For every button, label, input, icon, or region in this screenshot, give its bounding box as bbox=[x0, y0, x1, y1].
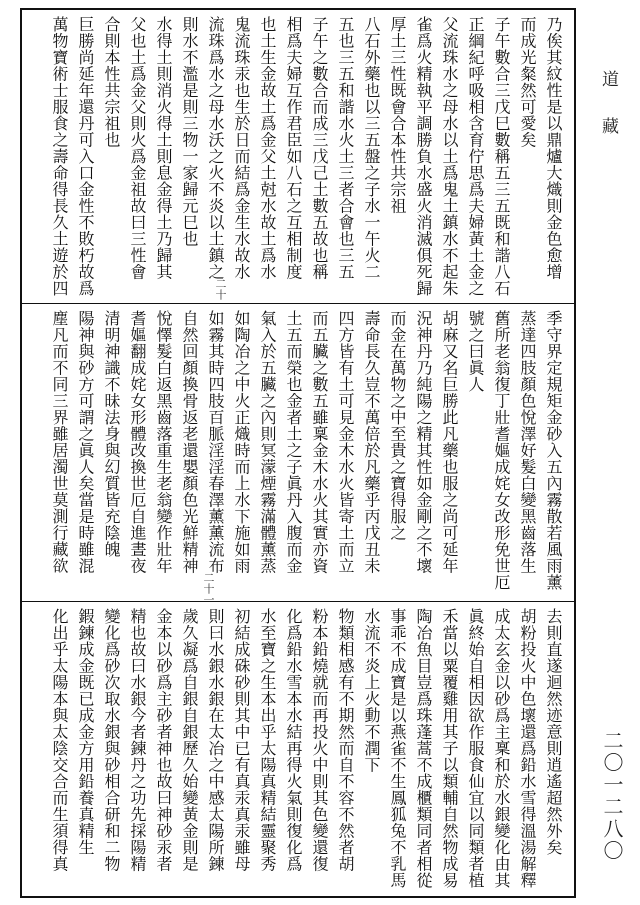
text-column: 八石外藥也以三五盤之子水一午火二 bbox=[362, 16, 381, 280]
text-column: 土五而榮也金者土之子眞丹入腹而金 bbox=[284, 310, 303, 574]
text-column: 去則直遂迴然迹意則逍遙超然外矣 bbox=[544, 608, 563, 856]
text-column: 如霧其時四肢百脈淫淫春澤薰薰流布 bbox=[206, 310, 225, 574]
text-column: 父也土爲金父則火爲金祖故曰三性會 bbox=[128, 16, 147, 280]
text-column: 如陶冶之中火正熾時而上水下施如雨 bbox=[232, 310, 251, 574]
text-column: 子午數合三戊巳數稱五三五既和諧八石 bbox=[492, 16, 511, 297]
text-column: 四方皆有土可見金木水火皆寄土而立 bbox=[336, 310, 355, 574]
text-column: 乃俟其紋性是以鼎爐大熾則金色愈增 bbox=[544, 16, 563, 280]
text-column: 鍜鍊成金既已成金方用鉛養真精生 bbox=[76, 608, 95, 856]
side-title: 道藏 bbox=[598, 70, 618, 164]
page-frame bbox=[20, 8, 576, 898]
text-column: 金本以砂爲主砂者神也故曰神砂汞者 bbox=[154, 608, 173, 872]
text-column: 粉本鉛燒就而再投火中則其色變還復 bbox=[310, 608, 329, 872]
text-column: 鬼流珠汞也生於日而結爲金生水故水 bbox=[232, 16, 251, 280]
text-column: 物類相感有不期然而自不容不然者胡 bbox=[336, 608, 355, 872]
text-column: 耆嫗翻成姹女形體改換世厄自進晝夜 bbox=[128, 310, 147, 574]
text-column: 水得土則消火得土則息金得土乃歸其 bbox=[154, 16, 173, 280]
text-panel-middle bbox=[22, 304, 574, 602]
text-column: 化出乎太陽本與太陰交合而生須得真 bbox=[50, 608, 69, 872]
text-column: 雀爲火精執平調勝負水盛火消滅俱死歸 bbox=[414, 16, 433, 297]
text-column: 壽命長久豈不萬倍於凡藥乎丙戊丑未 bbox=[362, 310, 381, 574]
text-column: 悅懌髮白返黑齒落重生老翁變作壯年 bbox=[154, 310, 173, 574]
text-column: 流珠爲水之母水沃之火不炎以土鎮之 bbox=[206, 16, 225, 280]
text-column: 厚土三性既會合本性共宗祖 bbox=[388, 16, 407, 214]
text-column: 巨勝尚延年還丹可入口金性不敗朽故爲 bbox=[76, 16, 95, 297]
column-group-top bbox=[30, 16, 566, 299]
text-column: 水流不炎上火動不潤下 bbox=[362, 608, 381, 773]
text-column: 五也三五和諧水火土三者合會也三五 bbox=[336, 16, 355, 280]
text-column: 號之曰眞人 bbox=[466, 310, 485, 393]
text-column: 精也故曰水銀今者鍊丹之功先採陽精 bbox=[128, 608, 147, 872]
text-column: 氣入於五臟之內則冥濛煙霧滿體薰蒸 bbox=[258, 310, 277, 574]
text-column: 成太玄金以砂爲主稟和於水銀變化由其 bbox=[492, 608, 511, 889]
text-column: 自然回顏換骨返老還嬰顏色光鮮精神 bbox=[180, 310, 199, 574]
text-column: 蒸達四肢顏色悅澤好髮白變黑齒落生 bbox=[518, 310, 537, 574]
column-group-bottom bbox=[30, 608, 566, 892]
text-column: 正綱紀呼吸相含育佇思爲夫婦黃土金之 bbox=[466, 16, 485, 297]
text-column: 事乖不成寶是以燕雀不生鳳狐兔不乳馬 bbox=[388, 608, 407, 889]
text-column: 變化爲砂次取水銀與砂相合研和二物 bbox=[102, 608, 121, 872]
text-column: 季守界定規矩金砂入五內霧散若風雨薰 bbox=[544, 310, 563, 591]
text-panel-top bbox=[22, 10, 574, 304]
column-group-middle bbox=[30, 310, 566, 597]
panel-marker-top: 二十 bbox=[214, 278, 227, 300]
text-column: 父流珠水之母水以土爲鬼土鎮水不起朱 bbox=[440, 16, 459, 297]
text-column: 禾當以粟覆雞用其子以類輔自然物成易 bbox=[440, 608, 459, 889]
text-column: 眞終始自相因欲作服食仙宜以同類者植 bbox=[466, 608, 485, 889]
text-column: 歲久凝爲自銀自銀歷久始變黃金則是 bbox=[180, 608, 199, 872]
panel-marker-middle: 二十一 bbox=[202, 572, 215, 605]
text-column: 水至寶之生本出乎太陽真精結靈聚秀 bbox=[258, 608, 277, 872]
text-column: 相爲夫婦互作君臣如八石之互相制度 bbox=[284, 16, 303, 280]
text-column: 陽神與砂方可謂之眞人矣當是時雖混 bbox=[76, 310, 95, 574]
text-column: 舊所老翁復丁壯耆嫗成姹女改形免世厄 bbox=[492, 310, 511, 591]
text-panel-bottom bbox=[22, 602, 574, 896]
text-column: 則水不濫是則三物一家歸元巳也 bbox=[180, 16, 199, 247]
text-column: 況神丹乃純陽之精其性如金剛之不壞 bbox=[414, 310, 433, 574]
text-column: 萬物寶術士服食之壽命得長久土遊於四 bbox=[50, 16, 69, 297]
text-column: 胡麻又名巨勝此凡藥也服之尚可延年 bbox=[440, 310, 459, 574]
text-column: 清明神識不昧法身與幻質皆充陰魄 bbox=[102, 310, 121, 558]
text-column: 合則本性共宗祖也 bbox=[102, 16, 121, 148]
text-column: 也土生金故土爲金父土尅水故土爲水 bbox=[258, 16, 277, 280]
text-column: 化爲鉛水雪本水結再得火氣則復化爲 bbox=[284, 608, 303, 872]
text-column: 子午之數合而成三戊己土數五故也稱 bbox=[310, 16, 329, 280]
text-column: 胡粉投火中色壞還爲鉛水雪得溫湯解釋 bbox=[518, 608, 537, 889]
text-column: 初結成硃砂則其中已有真汞真汞雖母 bbox=[232, 608, 251, 872]
text-column: 而五臟之數五雖稟金木水火其實亦資 bbox=[310, 310, 329, 574]
text-column: 而成光粲然可愛矣 bbox=[518, 16, 537, 148]
side-page-number: 二〇一二八〇 bbox=[600, 730, 624, 862]
text-column: 陶冶魚目豈爲珠蓬蒿不成櫃類同者相從 bbox=[414, 608, 433, 889]
text-column: 則曰水銀水銀在太冶之中感太陽所鍊 bbox=[206, 608, 225, 872]
text-column: 塵凡而不同三界雖居濁世莫測行藏欲 bbox=[50, 310, 69, 574]
text-column: 而金在萬物之中至貴之寶得服之 bbox=[388, 310, 407, 541]
